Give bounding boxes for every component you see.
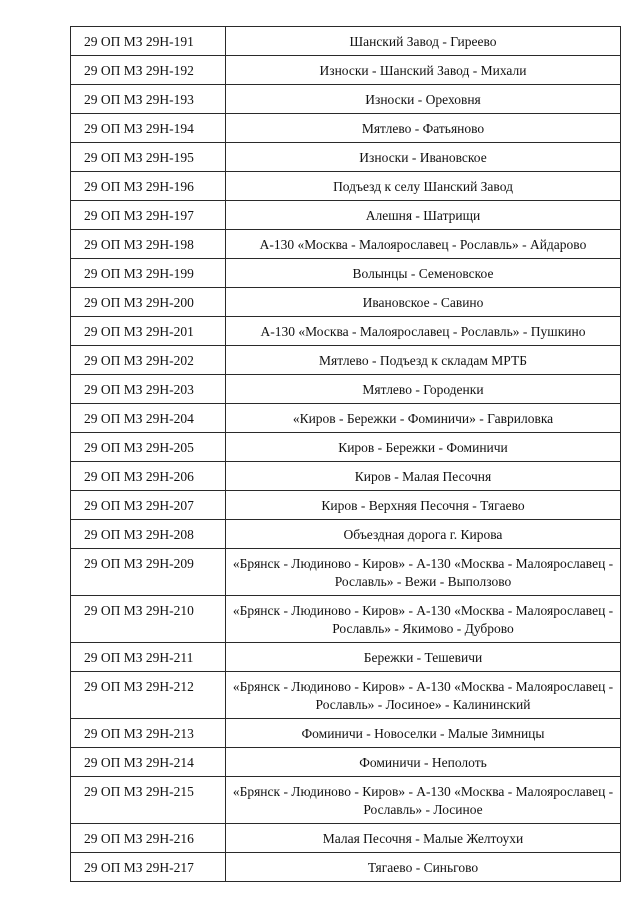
road-code-cell: 29 ОП МЗ 29Н-206 bbox=[71, 462, 226, 491]
road-name-cell: Киров - Верхняя Песочня - Тягаево bbox=[226, 491, 621, 520]
table-row bbox=[71, 259, 621, 288]
table-row bbox=[71, 643, 621, 672]
road-name-cell: Износки - Ивановское bbox=[226, 143, 621, 172]
road-code-cell: 29 ОП МЗ 29Н-216 bbox=[71, 824, 226, 853]
table-row bbox=[71, 27, 621, 56]
road-name-cell: Подъезд к селу Шанский Завод bbox=[226, 172, 621, 201]
table-row bbox=[71, 719, 621, 748]
road-name-cell: Бережки - Тешевичи bbox=[226, 643, 621, 672]
road-code-cell: 29 ОП МЗ 29Н-196 bbox=[71, 172, 226, 201]
table-row bbox=[71, 201, 621, 230]
table-row bbox=[71, 288, 621, 317]
table-row bbox=[71, 672, 621, 719]
road-name-cell: Фоминичи - Новоселки - Малые Зимницы bbox=[226, 719, 621, 748]
road-name-cell: «Брянск - Людиново - Киров» - А-130 «Москва - Малоярославец - Рославль» - Лосиное bbox=[226, 777, 621, 824]
road-name-cell: Ивановское - Савино bbox=[226, 288, 621, 317]
road-code-cell: 29 ОП МЗ 29Н-201 bbox=[71, 317, 226, 346]
table-row bbox=[71, 143, 621, 172]
road-code-cell: 29 ОП МЗ 29Н-195 bbox=[71, 143, 226, 172]
table-row bbox=[71, 491, 621, 520]
roads-table bbox=[70, 26, 621, 882]
table-row bbox=[71, 230, 621, 259]
table-row bbox=[71, 172, 621, 201]
road-name-cell: Мятлево - Фатьяново bbox=[226, 114, 621, 143]
road-code-cell: 29 ОП МЗ 29Н-202 bbox=[71, 346, 226, 375]
road-code-cell: 29 ОП МЗ 29Н-199 bbox=[71, 259, 226, 288]
table-row bbox=[71, 404, 621, 433]
road-name-cell: Износки - Ореховня bbox=[226, 85, 621, 114]
table-row bbox=[71, 317, 621, 346]
table-row bbox=[71, 433, 621, 462]
table-row bbox=[71, 824, 621, 853]
road-name-cell: Тягаево - Синьгово bbox=[226, 853, 621, 882]
road-code-cell: 29 ОП МЗ 29Н-192 bbox=[71, 56, 226, 85]
road-code-cell: 29 ОП МЗ 29Н-215 bbox=[71, 777, 226, 824]
road-name-cell: А-130 «Москва - Малоярославец - Рославль» - Айдарово bbox=[226, 230, 621, 259]
road-code-cell: 29 ОП МЗ 29Н-204 bbox=[71, 404, 226, 433]
road-code-cell: 29 ОП МЗ 29Н-211 bbox=[71, 643, 226, 672]
road-name-cell: «Брянск - Людиново - Киров» - А-130 «Москва - Малоярославец - Рославль» - Вежи - Выползово bbox=[226, 549, 621, 596]
road-name-cell: «Киров - Бережки - Фоминичи» - Гавриловка bbox=[226, 404, 621, 433]
road-code-cell: 29 ОП МЗ 29Н-217 bbox=[71, 853, 226, 882]
road-name-cell: Малая Песочня - Малые Желтоухи bbox=[226, 824, 621, 853]
table-row bbox=[71, 748, 621, 777]
road-name-cell: Мятлево - Подъезд к складам МРТБ bbox=[226, 346, 621, 375]
road-code-cell: 29 ОП МЗ 29Н-194 bbox=[71, 114, 226, 143]
road-name-cell: «Брянск - Людиново - Киров» - А-130 «Москва - Малоярославец - Рославль» - Якимово - Дуброво bbox=[226, 596, 621, 643]
road-code-cell: 29 ОП МЗ 29Н-209 bbox=[71, 549, 226, 596]
road-code-cell: 29 ОП МЗ 29Н-200 bbox=[71, 288, 226, 317]
table-row bbox=[71, 549, 621, 596]
road-name-cell: Киров - Малая Песочня bbox=[226, 462, 621, 491]
road-code-cell: 29 ОП МЗ 29Н-212 bbox=[71, 672, 226, 719]
table-row bbox=[71, 114, 621, 143]
road-code-cell: 29 ОП МЗ 29Н-193 bbox=[71, 85, 226, 114]
table-row bbox=[71, 346, 621, 375]
table-row bbox=[71, 462, 621, 491]
road-name-cell: Волынцы - Семеновское bbox=[226, 259, 621, 288]
table-row bbox=[71, 777, 621, 824]
road-code-cell: 29 ОП МЗ 29Н-213 bbox=[71, 719, 226, 748]
road-name-cell: Шанский Завод - Гиреево bbox=[226, 27, 621, 56]
road-code-cell: 29 ОП МЗ 29Н-198 bbox=[71, 230, 226, 259]
road-code-cell: 29 ОП МЗ 29Н-210 bbox=[71, 596, 226, 643]
road-code-cell: 29 ОП МЗ 29Н-214 bbox=[71, 748, 226, 777]
road-name-cell: А-130 «Москва - Малоярославец - Рославль» - Пушкино bbox=[226, 317, 621, 346]
table-row bbox=[71, 56, 621, 85]
road-code-cell: 29 ОП МЗ 29Н-191 bbox=[71, 27, 226, 56]
table-row bbox=[71, 375, 621, 404]
road-name-cell: Объездная дорога г. Кирова bbox=[226, 520, 621, 549]
roads-table-body bbox=[71, 27, 621, 882]
road-code-cell: 29 ОП МЗ 29Н-208 bbox=[71, 520, 226, 549]
road-code-cell: 29 ОП МЗ 29Н-203 bbox=[71, 375, 226, 404]
road-name-cell: Мятлево - Городенки bbox=[226, 375, 621, 404]
table-row bbox=[71, 853, 621, 882]
road-name-cell: Фоминичи - Неполоть bbox=[226, 748, 621, 777]
road-name-cell: Алешня - Шатрищи bbox=[226, 201, 621, 230]
table-row bbox=[71, 520, 621, 549]
road-code-cell: 29 ОП МЗ 29Н-205 bbox=[71, 433, 226, 462]
road-code-cell: 29 ОП МЗ 29Н-207 bbox=[71, 491, 226, 520]
road-name-cell: «Брянск - Людиново - Киров» - А-130 «Москва - Малоярославец - Рославль» - Лосиное» - Калининский bbox=[226, 672, 621, 719]
table-row bbox=[71, 85, 621, 114]
table-row bbox=[71, 596, 621, 643]
road-name-cell: Износки - Шанский Завод - Михали bbox=[226, 56, 621, 85]
road-name-cell: Киров - Бережки - Фоминичи bbox=[226, 433, 621, 462]
road-code-cell: 29 ОП МЗ 29Н-197 bbox=[71, 201, 226, 230]
